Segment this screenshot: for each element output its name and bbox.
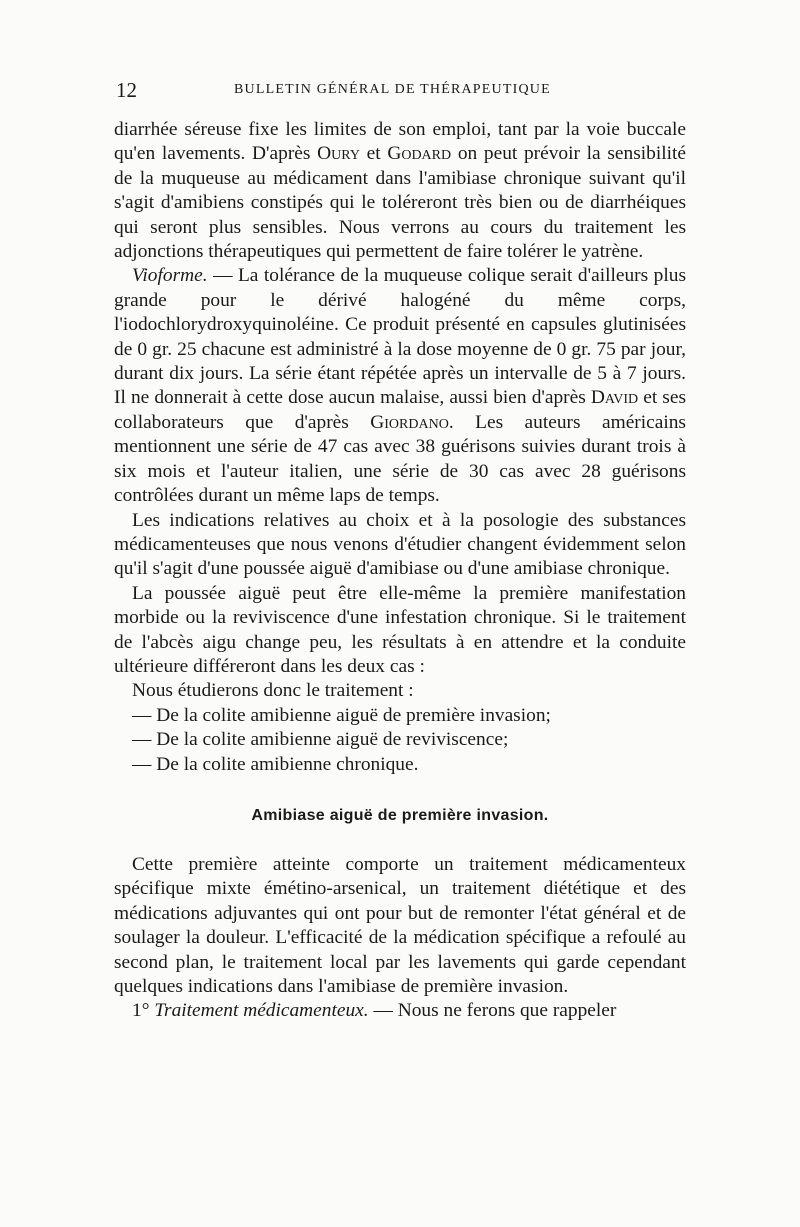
section-title-inline: Traitement médicamenteux. [154,1000,369,1022]
paragraph-2: Vioforme. — La tolérance de la muqueuse colique serait d'ailleurs plus grande pour le dérivé halogéné du même corps, l'iodochlorydroxyquinoléine. Ce produit présenté en capsules glutinisées de 0 gr. 25 chacune est administré à la dose moyenne de 0 gr. 75 par jour, durant dix jours. La série étant répétée après un intervalle de 5 à 7 jours. Il ne donnerait à cette dose aucun malaise, aussi bien d'après David et ses collaborateurs que d'après Giordano. Les auteurs américains mentionnent une série de 47 cas avec 38 guérisons suivies durant trois à six mois et l'auteur italien, une série de 30 cas avec 28 guérisons contrôlées durant un même laps de temps. [114,265,687,507]
page-header [114,70,686,110]
page-number: 12 [116,78,137,102]
list-item: — De la colite amibienne aiguë de première invasion; [132,704,551,726]
list-item: — De la colite amibienne aiguë de reviviscence; [132,729,509,751]
section-title-inline: Vioforme. [132,265,208,287]
page-body [114,118,686,1024]
author-name: Giordano [370,411,449,433]
list-item: — De la colite amibienne chronique. [132,753,419,775]
paragraph-4: La poussée aiguë peut être elle-même la première manifestation morbide ou la reviviscence d'une infestation chronique. Si le traitement de l'abcès aigu change peu, les résultats à en attendre et la conduite ultérieure différeront dans les deux cas : [114,582,686,677]
running-title: BULLETIN GÉNÉRAL DE THÉRAPEUTIQUE [234,82,551,97]
author-name: David [590,387,639,409]
paragraph-1: diarrhée séreuse fixe les limites de son emploi, tant par la voie buccale qu'en lavements. D'après Oury et Godard on peut prévoir la sensibilité de la muqueuse au médicament dans l'amibiase chronique suivant qu'il s'agit d'amibiens constipés qui le toléreront très bien ou de diarrhéiques qui seront plus sensibles. Nous verrons au cours du traitement les adjonctions thérapeutiques qui permettent de faire tolérer le yatrène. [114,119,686,263]
author-name: Godard [387,143,452,165]
paragraph-3: Les indications relatives au choix et à la posologie des substances médicamenteuses que nous venons d'étudier changent évidemment selon qu'il s'agit d'une poussée aiguë d'amibiase ou d'une amibiase chronique. [114,509,686,580]
treatment-list [114,679,686,777]
list-intro: Nous étudierons donc le traitement : [132,680,414,702]
paragraph-6: 1° Traitement médicamenteux. — Nous ne ferons que rappeler [132,1000,617,1022]
page [114,70,686,1024]
section-heading: Amibiase aiguë de première invasion. [251,806,549,824]
paragraph-5: Cette première atteinte comporte un traitement médicamenteux spécifique mixte émétino-arsenical, un traitement diététique et des médications adjuvantes qui ont pour but de remonter l'état général et de soulager la douleur. L'efficacité de la médication spécifique a refoulé au second plan, le traitement local par les lavements qui garde cependant quelques indications dans l'amibiase de première invasion. [114,853,686,997]
author-name: Oury [317,143,360,165]
